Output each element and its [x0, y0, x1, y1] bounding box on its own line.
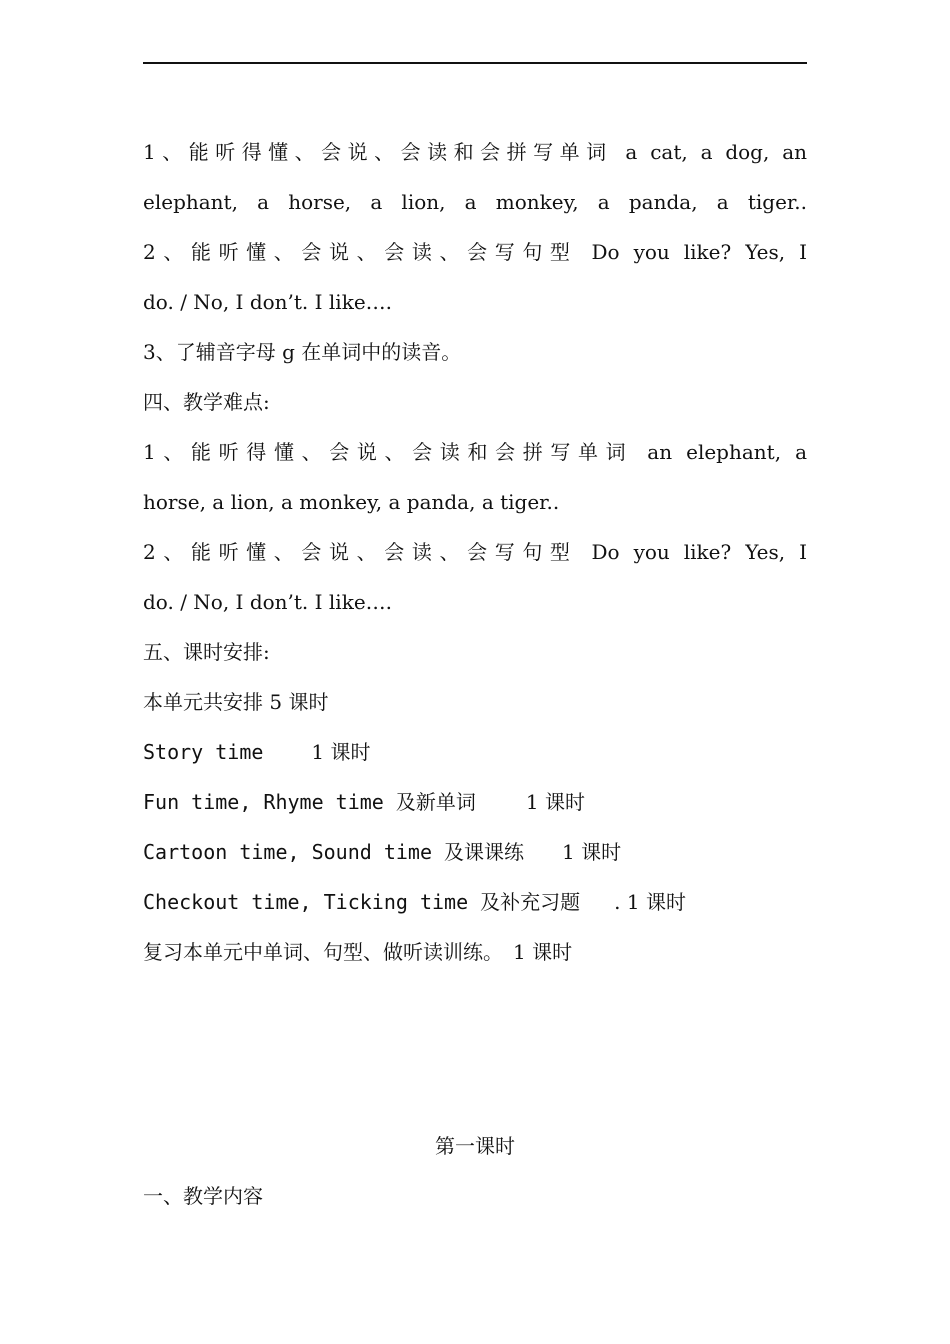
schedule-activity: Cartoon time, Sound time 及课课练	[143, 840, 525, 864]
schedule-total: 本单元共安排 5 课时	[143, 690, 329, 714]
schedule-activity: Story time	[143, 740, 264, 764]
schedule-row	[143, 727, 807, 777]
schedule-activity: 复习本单元中单词、句型、做听读训练。	[143, 940, 503, 964]
schedule-row	[143, 877, 807, 927]
goal-item-1-line-1: 1、能听得懂、会说、会读和会拼写单词 a cat, a dog, an	[143, 140, 807, 164]
goal-item-3: 3、了辅音字母 g 在单词中的读音。	[143, 340, 462, 364]
schedule-activity: Fun time, Rhyme time 及新单词	[143, 790, 476, 814]
lesson-title: 第一课时	[435, 1134, 515, 1158]
schedule-row	[143, 827, 807, 877]
difficulties-heading: 四、教学难点:	[143, 390, 270, 414]
schedule-row	[143, 927, 807, 977]
schedule-hours: 1 课时	[311, 740, 371, 764]
goal-item-1-line-2: elephant, a horse, a lion, a monkey, a panda, a tiger..	[143, 190, 807, 214]
difficulty-item-1-line-2: horse, a lion, a monkey, a panda, a tiger..	[143, 490, 560, 514]
difficulty-item-2-line-2: do. / No, I don’t. I like….	[143, 590, 393, 614]
schedule-hours: 1 课时	[513, 940, 573, 964]
schedule-heading: 五、课时安排:	[143, 640, 270, 664]
goal-item-2-line-1: 2、能听懂、会说、会读、会写句型 Do you like? Yes, I	[143, 240, 807, 264]
document-body	[143, 127, 807, 977]
goal-item-2-line-2: do. / No, I don’t. I like….	[143, 290, 393, 314]
schedule-row	[143, 777, 807, 827]
schedule-activity: Checkout time, Ticking time 及补充习题	[143, 890, 581, 914]
schedule-hours: 1 课时	[525, 790, 585, 814]
schedule-hours: . 1 课时	[614, 890, 686, 914]
difficulty-item-1-line-1: 1、能听得懂、会说、会读和会拼写单词 an elephant, a	[143, 440, 807, 464]
section-heading: 一、教学内容	[143, 1184, 263, 1208]
schedule-hours: 1 课时	[562, 840, 622, 864]
difficulty-item-2-line-1: 2、能听懂、会说、会读、会写句型 Do you like? Yes, I	[143, 540, 807, 564]
header-rule	[143, 62, 807, 64]
